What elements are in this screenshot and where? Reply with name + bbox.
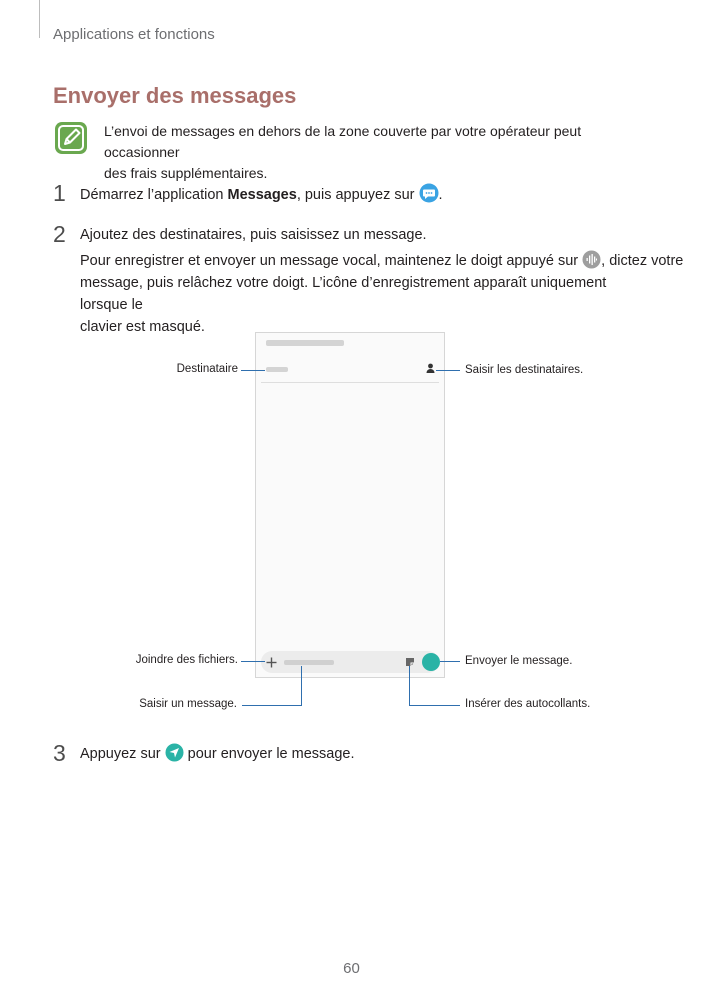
step-3-text bbox=[80, 743, 355, 765]
step-2-sub-line-2: message, puis relâchez votre doigt. L’icône d’enregistrement apparaît uniquement lorsque le bbox=[80, 275, 607, 313]
step-1-after: , puis appuyez sur bbox=[296, 187, 415, 203]
send-icon bbox=[165, 743, 184, 762]
step-1-end: . bbox=[438, 187, 443, 203]
step-2-sub-after: , dictez votre bbox=[601, 253, 684, 269]
callout-line-stickers-horizontal bbox=[409, 705, 460, 706]
section-header: Applications et fonctions bbox=[53, 26, 215, 43]
note-pencil-icon bbox=[54, 121, 88, 155]
callout-stickers: Insérer des autocollants. bbox=[465, 698, 591, 710]
send-button[interactable] bbox=[422, 653, 440, 671]
step-1-before: Démarrez l’application bbox=[80, 187, 228, 203]
step-1-app-name: Messages bbox=[227, 187, 297, 203]
attach-plus-icon[interactable] bbox=[266, 657, 277, 668]
callout-line-stickers-vertical bbox=[409, 666, 410, 705]
step-2-main: Ajoutez des destinataires, puis saisissez un message. bbox=[80, 227, 427, 243]
recipient-field[interactable] bbox=[266, 367, 288, 372]
step-3-after: pour envoyer le message. bbox=[187, 746, 355, 762]
recipient-divider bbox=[261, 382, 439, 383]
page-title: Envoyer des messages bbox=[53, 83, 297, 108]
callout-line-enter-recipients bbox=[436, 370, 460, 371]
step-3-number: 3 bbox=[53, 740, 66, 766]
header-rule bbox=[39, 0, 40, 38]
step-2-sub-line-3: clavier est masqué. bbox=[80, 319, 205, 335]
sticker-icon[interactable] bbox=[405, 657, 415, 667]
callout-line-attach bbox=[241, 661, 265, 662]
contact-icon[interactable] bbox=[426, 363, 435, 373]
callout-line-recipient bbox=[241, 370, 265, 371]
callout-enter-message: Saisir un message. bbox=[139, 698, 237, 710]
phone-screen bbox=[255, 332, 445, 678]
callout-line-message-vertical bbox=[301, 666, 302, 705]
step-2-sub-before: Pour enregistrer et envoyer un message vocal, maintenez le doigt appuyé sur bbox=[80, 253, 579, 269]
step-3-before: Appuyez sur bbox=[80, 746, 161, 762]
callout-recipient: Destinataire bbox=[176, 363, 238, 375]
compose-message-icon bbox=[419, 183, 439, 203]
send-icon bbox=[422, 653, 440, 671]
callout-enter-recipients: Saisir les destinataires. bbox=[465, 364, 584, 376]
step-2-number: 2 bbox=[53, 221, 66, 247]
callout-line-message-horizontal bbox=[242, 705, 302, 706]
page-number: 60 bbox=[343, 960, 360, 977]
step-1-text bbox=[80, 183, 443, 206]
note-text bbox=[104, 121, 644, 184]
step-1-number: 1 bbox=[53, 180, 66, 206]
step-2-sub bbox=[80, 250, 684, 338]
callout-send: Envoyer le message. bbox=[465, 655, 573, 667]
note-line-2: des frais supplémentaires. bbox=[104, 165, 268, 181]
note-line-1: L’envoi de messages en dehors de la zone couverte par votre opérateur peut occasionner bbox=[104, 123, 582, 160]
callout-attach: Joindre des fichiers. bbox=[135, 654, 238, 666]
conversation-title-placeholder bbox=[266, 340, 344, 346]
callout-line-send bbox=[440, 661, 460, 662]
voice-record-icon bbox=[582, 250, 601, 269]
message-input[interactable] bbox=[284, 660, 334, 665]
step-2-sub-line-1 bbox=[80, 250, 684, 272]
